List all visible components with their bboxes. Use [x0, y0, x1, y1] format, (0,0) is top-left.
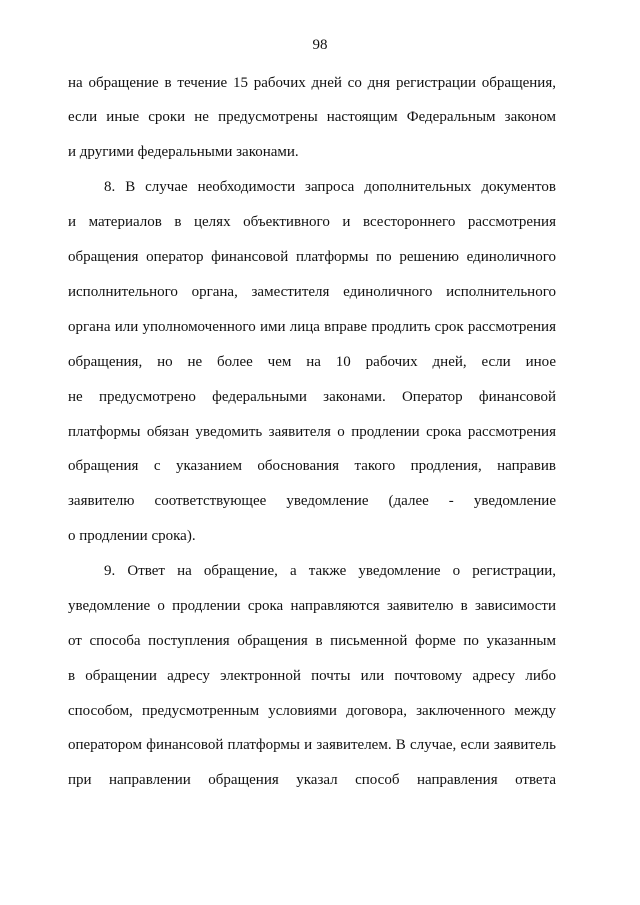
text-line: платформы обязан уведомить заявителя о продлении срока рассмотрения [68, 424, 556, 440]
text-line: о продлении срока). [68, 528, 196, 544]
text-line: обращения, но не более чем на 10 рабочих дней, если иное [68, 354, 556, 370]
text-line: органа или уполномоченного ими лица вправе продлить срок рассмотрения [68, 319, 556, 335]
text-line: и другими федеральными законами. [68, 144, 299, 160]
text-line: при направлении обращения указал способ направления ответа [68, 772, 556, 788]
text-line: если иные сроки не предусмотрены настоящим Федеральным законом [68, 109, 556, 125]
text-line: и материалов в целях объективного и всестороннего рассмотрения [68, 214, 556, 230]
text-line: в обращении адресу электронной почты или почтовому адресу либо [68, 668, 556, 684]
text-line: оператором финансовой платформы и заявителем. В случае, если заявитель [68, 737, 556, 753]
text-line: способом, предусмотренным условиями договора, заключенного между [68, 703, 556, 719]
text-line: исполнительного органа, заместителя единоличного исполнительного [68, 284, 556, 300]
text-line: не предусмотрено федеральными законами. Оператор финансовой [68, 389, 556, 405]
text-line: обращения оператор финансовой платформы по решению единоличного [68, 249, 556, 265]
text-line: от способа поступления обращения в письменной форме по указанным [68, 633, 556, 649]
text-line: 8. В случае необходимости запроса дополнительных документов [104, 179, 556, 195]
text-line: 9. Ответ на обращение, а также уведомление о регистрации, [104, 563, 556, 579]
text-line: уведомление о продлении срока направляются заявителю в зависимости [68, 598, 556, 614]
text-line: на обращение в течение 15 рабочих дней со дня регистрации обращения, [68, 75, 556, 91]
text-line: обращения с указанием обоснования такого продления, направив [68, 458, 556, 474]
page-number: 98 [312, 37, 328, 53]
text-line: заявителю соответствующее уведомление (далее - уведомление [68, 493, 556, 509]
